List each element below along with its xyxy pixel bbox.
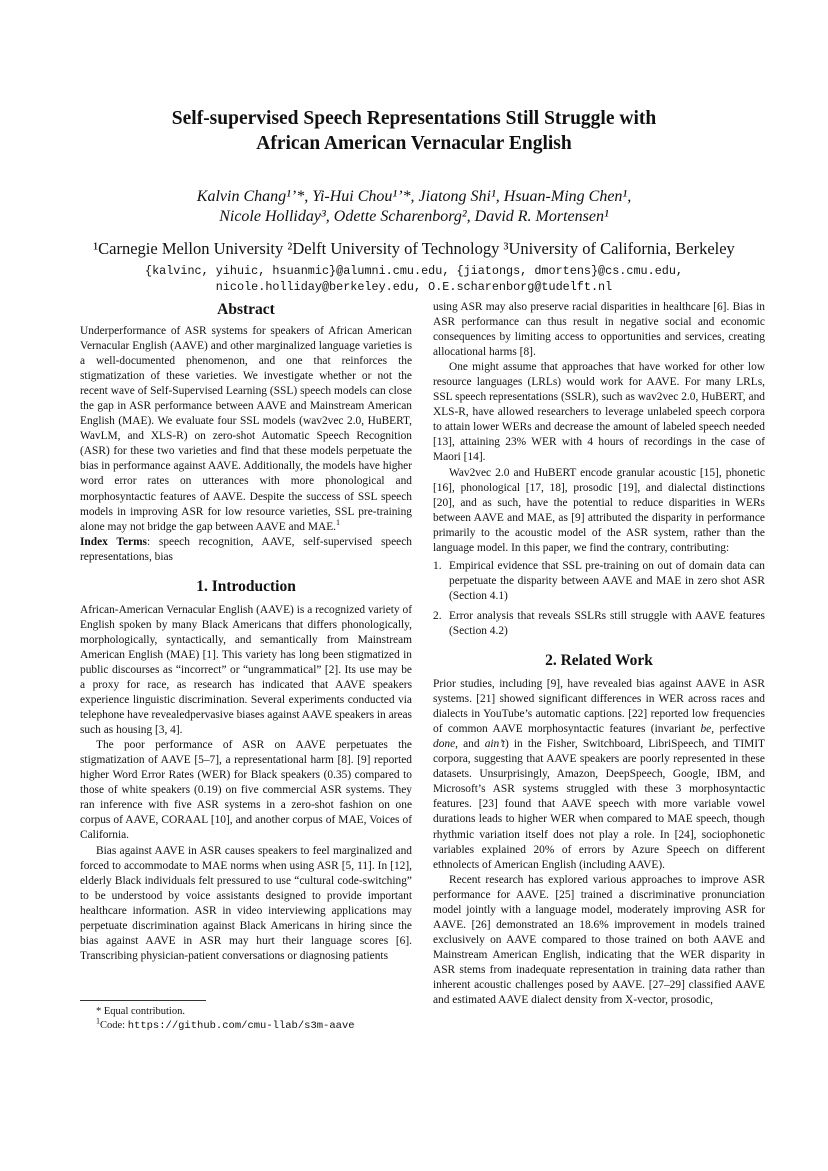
intro-paragraph-5: One might assume that approaches that have worked for other low resource languages (LRLs) would work for AAVE. For many LRLs, SSL speech representations (SSLR), such as wav2vec 2.0, HuBERT, and XLS-R, have allowed researchers to leverage unlabeled speech corpora to attain lower WERs and decrease the amount of labeled speech needed [13], attaining 23% WER with 4 hours of recordings in the case of Maori [14].	[433, 361, 765, 464]
related-text: ) in the Fisher, Switchboard, LibriSpeech, and TIMIT corpora, suggesting that AAVE speakers are poorly represented in these datasets. Unsurprisingly, Amazon, DeepSpeech, Google, IBM, and Microsoft’s ASR systems struggled with these 3 morphosyntactic features. [23] found that AAVE speech with more variable vowel durations leads to higher WER when compared to MAE speech, though rhythmic variation itself does not play a role. In [24], sociophonetic variables explained 20% of errors by Azure Speech on different ethnolects of American English (including AAVE).	[433, 738, 765, 871]
list-item	[433, 559, 765, 604]
author-list	[60, 187, 768, 227]
intro-paragraph-4: using ASR may also preserve racial disparities in healthcare [6]. Bias in ASR performance can thus result in negative social and economic consequences by limiting access to opportunities and services, creating allocational harms [8].	[433, 301, 765, 359]
related-text: , perfective	[711, 723, 765, 736]
paper-title	[60, 106, 768, 156]
index-terms-label: Index Terms	[80, 535, 147, 548]
code-note-label: Code:	[100, 1020, 128, 1031]
list-item-text: Empirical evidence that SSL pre-training on out of domain data can perpetuate the disparity between AAVE and MAE in zero shot ASR (Section 4.1)	[449, 559, 765, 602]
emails-line-1: {kalvinc, yihuic, hsuanmic}@alumni.cmu.edu, {jiatongs, dmortens}@cs.cmu.edu,	[144, 264, 684, 278]
introduction-heading: 1. Introduction	[196, 577, 296, 595]
list-item	[433, 609, 765, 639]
authors-line-2: Nicole Holliday³, Odette Scharenborg², David R. Mortensen¹	[219, 208, 609, 225]
related-paragraph-1	[433, 677, 765, 873]
code-note	[80, 1016, 412, 1033]
index-terms	[80, 535, 412, 565]
intro-paragraph-2: The poor performance of ASR on AAVE perpetuates the stigmatization of AAVE [5–7], a representational harm [8]. [9] reported higher Word Error Rates (WER) for Black speakers (0.35) compared to those of white speakers (0.19) on five commercial ASR systems. They ran inference with five ASR systems in a zero-shot fashion on one corpus of AAVE, CORAAL [10], and another corpus of MAE, Voices of California.	[80, 739, 412, 842]
abstract-text	[80, 324, 412, 535]
code-note-mark: 1	[96, 1016, 100, 1026]
related-text: , and	[455, 738, 485, 751]
intro-paragraph-6: Wav2vec 2.0 and HuBERT encode granular acoustic [15], phonetic [16], phonological [17, 18], prosodic [19], and dialectal distinctions [20], and as such, have the potential to reduce disparities in WERs between AAVE and MAE, as [9] attributed the disparity in performance primarily to the acoustic model of the ASR system, rather than the language model. In this paper, we find the contrary, contributing:	[433, 466, 765, 554]
index-terms-text: : speech recognition, AAVE, self-supervised speech representations, bias	[80, 535, 412, 563]
abstract-heading: Abstract	[217, 301, 275, 318]
list-item-number: 2.	[433, 609, 442, 622]
feature-be: be	[700, 723, 712, 736]
title-line-1: Self-supervised Speech Representations Still Struggle with	[171, 108, 657, 129]
equal-contribution-note: * Equal contribution.	[96, 1006, 185, 1017]
feature-done: done	[433, 738, 456, 751]
footnotes	[80, 1000, 412, 1033]
contribution-list	[433, 559, 765, 639]
affiliations: ¹Carnegie Mellon University ²Delft University of Technology ³University of California, Berkeley	[93, 239, 735, 258]
authors-line-1: Kalvin Chang¹ʼ*, Yi-Hui Chou¹ʼ*, Jiatong Shi¹, Hsuan-Ming Chen¹,	[196, 188, 632, 205]
author-emails	[60, 263, 768, 295]
intro-paragraph-3: Bias against AAVE in ASR causes speakers to feel marginalized and forced to accommodate to MAE norms when using ASR [5, 11]. In [12], elderly Black individuals felt pressured to use “cultural code-switching” to be understood by voice assistants designed to provide important healthcare information. ASR in video interviewing applications may perpetuate discrimination against Black Americans in hiring since the bias against AAVE in ASR may hurt their language scores [6]. Transcribing physician-patient conversations or diagnosing patients	[80, 844, 412, 962]
right-column	[433, 300, 765, 1008]
emails-line-2: nicole.holliday@berkeley.edu, O.E.scharenborg@tudelft.nl	[215, 280, 613, 294]
code-footnote-mark: 1	[336, 517, 341, 527]
related-work-heading: 2. Related Work	[545, 652, 653, 670]
abstract-body: Underperformance of ASR systems for speakers of African American Vernacular English (AAVE) and other marginalized language varieties is a well-documented phenomenon, and one that reinforces the stigmatization of these varieties. We investigate whether or not the recent wave of Self-Supervised Learning (SSL) speech models can close the gap in ASR performance between AAVE and Mainstream American English (MAE). We evaluate four SSL models (wav2vec 2.0, HuBERT, WavLM, and XLS-R) on zero-shot Automatic Speech Recognition (ASR) for these two varieties and find that these models perpetuate the bias in performance against AAVE. Additionally, the models have higher word error rates on utterances with more phonological and morphosyntactic features of AAVE. Despite the success of SSL speech models in improving ASR for low resource varieties, SSL pre-training alone may not bridge the gap between AAVE and MAE.	[80, 325, 412, 533]
code-link[interactable]: https://github.com/cmu-llab/s3m-aave	[127, 1020, 355, 1032]
feature-aint: ain’t	[484, 738, 505, 751]
title-line-2: African American Vernacular English	[256, 133, 572, 154]
list-item-text: Error analysis that reveals SSLRs still struggle with AAVE features (Section 4.2)	[449, 609, 765, 637]
left-column	[80, 300, 412, 964]
related-paragraph-2: Recent research has explored various approaches to improve ASR performance for AAVE. [25] trained a discriminative pronunciation model jointly with a language model, moderately improving ASR for AAVE. [26] demonstrated an 18.6% improvement in models trained exclusively on AAVE compared to those trained on both AAVE and Mainstream American English, indicating that the WER disparity in ASR stems from inadequate representation in training data rather than inherent acoustic challenges posed by AAVE. [27–29] classified AAVE and estimated AAVE dialect density from X-vector, prosodic,	[433, 873, 765, 1007]
intro-paragraph-1: African-American Vernacular English (AAVE) is a recognized variety of English spoken by many Black Americans that differs phonologically, morphologically, syntactically, and semantically from Mainstream American English (MAE) [1]. This variety has long been stigmatized in public discourses as “incorrect” or “ungrammatical” [2]. Its use may be a proxy for race, as research has indicated that AAVE speakers experience linguistic discrimination. Several experiments conducted via telephone have revealedpervasive biases against AAVE speakers in areas such as housing [3, 4].	[80, 603, 412, 737]
list-item-number: 1.	[433, 559, 442, 572]
related-text: Prior studies, including [9], have revealed bias against AAVE in ASR systems. [21] showed significant differences in WER across races and dialects in YouTube’s automatic captions. [22] reported low frequencies of common AAVE morphosyntactic features (invariant	[433, 678, 765, 736]
footnote-rule	[80, 1000, 206, 1001]
